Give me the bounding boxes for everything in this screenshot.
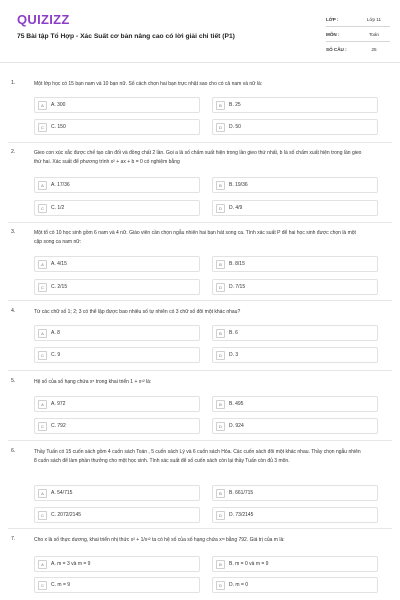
meta-value: Toán xyxy=(369,31,379,37)
question-number: 3. xyxy=(11,229,16,235)
option-c[interactable] xyxy=(34,200,200,216)
option-badge: A xyxy=(38,489,47,498)
option-text: B. 25 xyxy=(229,102,241,108)
option-a[interactable] xyxy=(34,97,200,113)
option-c[interactable] xyxy=(34,507,200,523)
option-text: D. 3 xyxy=(229,352,239,358)
option-badge: A xyxy=(38,260,47,269)
option-a[interactable] xyxy=(34,177,200,193)
option-b[interactable] xyxy=(212,396,378,412)
option-text: C. m = 9 xyxy=(51,582,71,588)
option-text: D. 50 xyxy=(229,124,241,130)
worksheet-title: 75 Bài tập Tổ Hợp - Xác Suất cơ bản nâng cao có lời giải chi tiết (P1) xyxy=(17,33,235,40)
option-a[interactable] xyxy=(34,556,200,572)
option-text: D. 7/15 xyxy=(229,284,246,290)
question-text: Một lớp học có 15 bạn nam và 10 bạn nữ. Số cách chọn hai bạn trực nhật sao cho có cả nam và nữ là: xyxy=(34,81,263,87)
option-badge: C xyxy=(38,204,47,213)
option-badge: C xyxy=(38,422,47,431)
option-d[interactable] xyxy=(212,577,378,593)
option-d[interactable] xyxy=(212,347,378,363)
option-badge: C xyxy=(38,283,47,292)
question-number: 1. xyxy=(11,80,16,86)
option-d[interactable] xyxy=(212,119,378,135)
meta-row-count xyxy=(326,42,390,56)
question-6 xyxy=(0,448,400,528)
option-badge: B xyxy=(216,400,225,409)
question-4 xyxy=(0,308,400,370)
option-badge: A xyxy=(38,400,47,409)
option-c[interactable] xyxy=(34,418,200,434)
question-text: Thầy Tuấn có 15 cuốn sách gồm 4 cuốn sách Toán , 5 cuốn sách Lý và 6 cuốn sách Hóa. Các cuốn sách đôi một khác nhau. Thầy chọn ngẫu nhiên 8 cuốn sách để làm phần thưởng cho một học sinh. Tính xác suất để số cuốn sách còn lại thầy Tuấn còn đủ 3 môn. xyxy=(34,449,361,464)
option-text: D. m = 0 xyxy=(229,582,249,588)
option-badge: D xyxy=(216,351,225,360)
question-text: Một tổ có 10 học sinh gồm 6 nam và 4 nữ. Giáo viên cần chọn ngẫu nhiên hai bạn hát song ca. Tính xác suất P để hai học sinh được chọn là một cặp song ca nam nữ: xyxy=(34,230,356,245)
option-text: A. 972 xyxy=(51,401,66,407)
option-badge: A xyxy=(38,560,47,569)
question-1 xyxy=(0,80,400,140)
option-b[interactable] xyxy=(212,556,378,572)
option-badge: B xyxy=(216,181,225,190)
option-text: C. 2072/2145 xyxy=(51,512,82,518)
option-text: A. 54/715 xyxy=(51,490,73,496)
option-badge: D xyxy=(216,283,225,292)
option-badge: C xyxy=(38,351,47,360)
option-text: C. 792 xyxy=(51,423,66,429)
option-b[interactable] xyxy=(212,325,378,341)
question-number: 5. xyxy=(11,378,16,384)
option-a[interactable] xyxy=(34,485,200,501)
question-2 xyxy=(0,149,400,221)
option-a[interactable] xyxy=(34,396,200,412)
option-badge: B xyxy=(216,260,225,269)
option-badge: A xyxy=(38,181,47,190)
option-badge: C xyxy=(38,123,47,132)
option-c[interactable] xyxy=(34,119,200,135)
option-d[interactable] xyxy=(212,200,378,216)
option-text: C. 1/2 xyxy=(51,205,65,211)
meta-label: SỐ CÂU : xyxy=(326,46,347,52)
option-text: A. 4/15 xyxy=(51,261,67,267)
meta-row-class xyxy=(326,12,390,27)
option-text: A. 8 xyxy=(51,330,60,336)
option-badge: D xyxy=(216,204,225,213)
question-text: Gieo con xúc xắc được chế tạo cân đối và đồng chất 2 lần. Gọi a là số chấm xuất hiện trong lần gieo thứ nhất, b là số chấm xuất hiện trong lần gieo thứ hai. Xác suất để phương trình x² + ax + b = 0 có nghiệm bằng xyxy=(34,150,362,165)
meta-label: LỚP : xyxy=(326,16,339,22)
option-badge: D xyxy=(216,581,225,590)
option-badge: D xyxy=(216,511,225,520)
option-badge: C xyxy=(38,581,47,590)
option-text: B. 6 xyxy=(229,330,238,336)
option-a[interactable] xyxy=(34,256,200,272)
option-text: A. 300 xyxy=(51,102,66,108)
option-text: C. 2/15 xyxy=(51,284,68,290)
option-text: A. 17/36 xyxy=(51,182,70,188)
question-7 xyxy=(0,536,400,598)
question-text: Từ các chữ số 1; 2; 3 có thể lập được bao nhiêu số tự nhiên có 3 chữ số đôi một khác nhau? xyxy=(34,309,241,315)
option-b[interactable] xyxy=(212,97,378,113)
option-d[interactable] xyxy=(212,507,378,523)
question-number: 7. xyxy=(11,536,16,542)
question-divider xyxy=(8,440,392,441)
option-text: B. 661/715 xyxy=(229,490,254,496)
option-d[interactable] xyxy=(212,279,378,295)
question-divider xyxy=(8,142,392,143)
option-text: B. m = 0 và m = 9 xyxy=(229,561,269,567)
option-text: C. 150 xyxy=(51,124,66,130)
question-text: Hệ số của số hạng chứa x⁵ trong khai triển 1 + x¹² là: xyxy=(34,379,152,385)
option-text: B. 19/36 xyxy=(229,182,248,188)
meta-label: MÔN : xyxy=(326,31,340,37)
option-badge: D xyxy=(216,123,225,132)
question-divider xyxy=(8,222,392,223)
question-number: 2. xyxy=(11,149,16,155)
option-text: B. 495 xyxy=(229,401,244,407)
option-d[interactable] xyxy=(212,418,378,434)
question-3 xyxy=(0,229,400,301)
option-c[interactable] xyxy=(34,347,200,363)
meta-value: Lớp 11 xyxy=(366,16,382,22)
meta-row-subject xyxy=(326,27,390,42)
option-text: D. 924 xyxy=(229,423,244,429)
option-text: A. m = 3 và m = 9 xyxy=(51,561,91,567)
question-divider xyxy=(8,300,392,301)
worksheet-header xyxy=(0,0,400,64)
option-text: D. 73/2145 xyxy=(229,512,254,518)
option-badge: D xyxy=(216,422,225,431)
question-number: 6. xyxy=(11,448,16,454)
question-divider xyxy=(8,370,392,371)
option-c[interactable] xyxy=(34,577,200,593)
option-a[interactable] xyxy=(34,325,200,341)
option-badge: B xyxy=(216,489,225,498)
option-text: B. 8/15 xyxy=(229,261,245,267)
option-badge: B xyxy=(216,560,225,569)
question-number: 4. xyxy=(11,308,16,314)
question-divider xyxy=(8,528,392,529)
option-badge: C xyxy=(38,511,47,520)
quizizz-logo: QUIZIZZ xyxy=(17,12,70,27)
option-badge: B xyxy=(216,101,225,110)
option-badge: A xyxy=(38,101,47,110)
option-text: D. 4/9 xyxy=(229,205,243,211)
option-text: C. 9 xyxy=(51,352,61,358)
header-divider xyxy=(0,62,400,63)
meta-value: 25 xyxy=(371,46,377,52)
option-b[interactable] xyxy=(212,485,378,501)
option-badge: B xyxy=(216,329,225,338)
question-5 xyxy=(0,378,400,440)
option-b[interactable] xyxy=(212,177,378,193)
option-badge: A xyxy=(38,329,47,338)
option-b[interactable] xyxy=(212,256,378,272)
worksheet-meta-table xyxy=(326,12,390,56)
question-text: Cho x là số thực dương, khai triển nhị thức x² + 1/x¹² ta có hệ số của số hạng chứa xᵐ bằng 792. Giá trị của m là: xyxy=(34,537,285,543)
option-c[interactable] xyxy=(34,279,200,295)
